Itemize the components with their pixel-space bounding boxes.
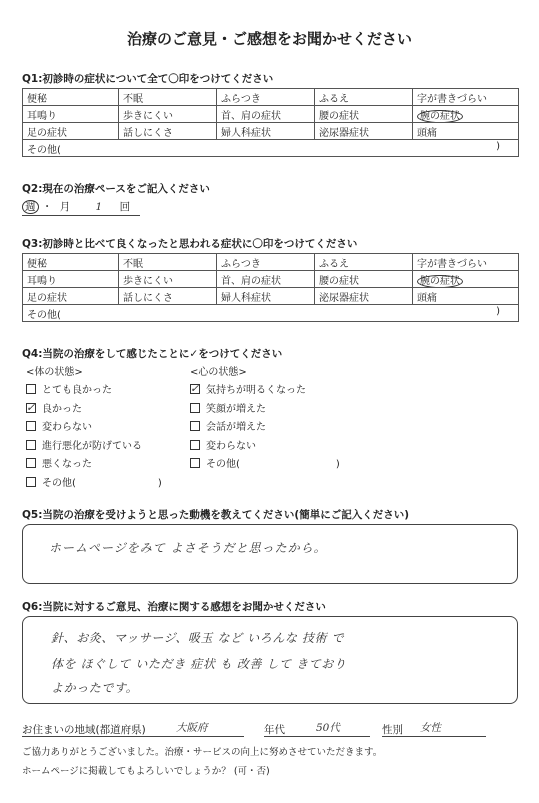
checkbox[interactable]: [190, 421, 200, 431]
option-label: その他(: [42, 477, 76, 489]
page-title: 治療のご意見・ご感想をお聞かせください: [126, 30, 412, 48]
mind-state-heading: <心の状態>: [190, 367, 247, 378]
q1-label: Q1:初診時の症状について全て〇印をつけてください: [22, 73, 274, 85]
option-item[interactable]: [26, 401, 162, 420]
q6-label: Q6:当院に対するご意見、治療に関する感想をお聞かせください: [22, 601, 326, 613]
symptom-cell[interactable]: 婦人科症状: [217, 288, 315, 305]
area-underline: [22, 736, 244, 737]
symptom-cell[interactable]: 耳鳴り: [23, 106, 119, 123]
q1-symptom-table: [22, 88, 519, 157]
option-item[interactable]: [26, 456, 162, 475]
sex-label: 性別: [382, 724, 403, 736]
symptom-cell-circled[interactable]: [413, 106, 519, 123]
age-label: 年代: [264, 724, 285, 736]
option-label: 変わらない: [42, 422, 92, 433]
table-row: [23, 89, 519, 106]
consent-text[interactable]: ホームページに掲載してもよろしいでしょうか？ (可・否): [22, 766, 270, 777]
symptom-cell[interactable]: 頭痛: [413, 288, 519, 305]
checkbox-checked[interactable]: [26, 400, 36, 414]
thanks-text: ご協力ありがとうございました。治療・サービスの向上に努めさせていただきます。: [22, 747, 383, 758]
sex-underline: [382, 736, 486, 737]
option-item[interactable]: [190, 382, 340, 401]
symptom-cell[interactable]: 首、肩の症状: [217, 271, 315, 288]
table-row: [23, 106, 519, 123]
q6-answer-line: 針、お灸、マッサージ、吸玉 など いろんな 技術 で: [51, 631, 345, 645]
other-cell[interactable]: [23, 305, 519, 322]
symptom-cell[interactable]: 便秘: [23, 89, 119, 106]
option-item[interactable]: [26, 475, 162, 494]
checkbox-checked[interactable]: [190, 384, 200, 394]
other-close: ): [157, 477, 162, 489]
q5-answer-text: ホームページをみて よさそうだと思ったから。: [49, 541, 327, 555]
option-item[interactable]: [190, 401, 340, 420]
symptom-cell[interactable]: ふらつき: [217, 254, 315, 271]
checkbox[interactable]: [26, 458, 36, 468]
q2-pace-field[interactable]: [22, 199, 140, 216]
symptom-cell[interactable]: 腰の症状: [315, 271, 413, 288]
sex-value[interactable]: 女性: [420, 722, 441, 734]
area-label: お住まいの地域(都道府県): [22, 724, 146, 736]
symptom-cell[interactable]: 不眠: [119, 89, 217, 106]
other-close: ): [496, 305, 500, 317]
symptom-cell[interactable]: 歩きにくい: [119, 106, 217, 123]
check-icon: ✓: [26, 400, 36, 414]
option-label: 気持ちが明るくなった: [206, 385, 306, 396]
other-label: その他(: [27, 144, 61, 156]
q4-label: Q4:当院の治療をして感じたことに✓をつけてください: [22, 348, 283, 360]
option-item[interactable]: [190, 438, 340, 457]
q6-answer-line: よかったです。: [51, 681, 139, 695]
option-item[interactable]: [26, 382, 162, 401]
dot-separator: ・: [41, 201, 53, 213]
unit-label: 回: [119, 201, 131, 213]
option-item[interactable]: [190, 419, 340, 438]
symptom-cell[interactable]: 足の症状: [23, 288, 119, 305]
table-row: [23, 271, 519, 288]
q6-answer-box[interactable]: [22, 616, 518, 704]
option-label: 笑顔が増えた: [206, 403, 266, 415]
symptom-cell[interactable]: 腰の症状: [315, 106, 413, 123]
checkbox[interactable]: [190, 458, 200, 468]
symptom-cell[interactable]: 首、肩の症状: [217, 106, 315, 123]
symptom-cell[interactable]: 字が書きづらい: [413, 89, 519, 106]
symptom-cell-circled[interactable]: [413, 271, 519, 288]
circled-symptom: 腕の症状: [417, 110, 463, 123]
symptom-cell[interactable]: ふるえ: [315, 254, 413, 271]
table-row: [23, 288, 519, 305]
option-label: 悪くなった: [42, 459, 92, 470]
area-value[interactable]: 大阪府: [176, 722, 208, 734]
checkbox[interactable]: [26, 421, 36, 431]
symptom-cell[interactable]: 頭痛: [413, 123, 519, 140]
symptom-cell[interactable]: 泌尿器症状: [315, 288, 413, 305]
option-label: 良かった: [42, 403, 82, 415]
month-label: 月: [59, 201, 71, 213]
check-icon: ✓: [190, 382, 200, 395]
symptom-cell[interactable]: 泌尿器症状: [315, 123, 413, 140]
body-state-heading: <体の状態>: [26, 367, 83, 378]
option-label: その他(: [206, 459, 240, 470]
table-row: [23, 123, 519, 140]
symptom-cell[interactable]: 耳鳴り: [23, 271, 119, 288]
option-label: とても良かった: [42, 385, 112, 396]
q2-label: Q2:現在の治療ペースをご記入ください: [22, 183, 210, 195]
checkbox[interactable]: [190, 440, 200, 450]
option-label: 変わらない: [206, 440, 256, 452]
age-value[interactable]: 50代: [316, 722, 340, 734]
q5-answer-box[interactable]: [22, 524, 518, 584]
underline: [22, 215, 140, 216]
symptom-cell[interactable]: 歩きにくい: [119, 271, 217, 288]
symptom-cell[interactable]: 話しにくさ: [119, 288, 217, 305]
symptom-cell[interactable]: ふるえ: [315, 89, 413, 106]
table-row: [23, 305, 519, 322]
q3-symptom-table: [22, 253, 519, 322]
count-value: 1: [95, 201, 103, 213]
checkbox[interactable]: [26, 384, 36, 394]
option-label: 会話が増えた: [206, 422, 266, 433]
checkbox[interactable]: [190, 403, 200, 413]
age-underline: [264, 736, 370, 737]
other-close: ): [496, 140, 500, 152]
other-cell[interactable]: [23, 140, 519, 157]
body-state-options: [26, 382, 162, 493]
option-label: 進行悪化が防げている: [42, 440, 142, 452]
other-label: その他(: [27, 309, 61, 321]
option-item[interactable]: [26, 438, 162, 457]
circled-symptom: 腕の症状: [417, 275, 463, 288]
checkbox[interactable]: [26, 477, 36, 487]
symptom-cell[interactable]: ふらつき: [217, 89, 315, 106]
respondent-info-row: [22, 720, 518, 738]
symptom-cell[interactable]: 字が書きづらい: [413, 254, 519, 271]
symptom-cell[interactable]: 便秘: [23, 254, 119, 271]
symptom-cell[interactable]: 話しにくさ: [119, 123, 217, 140]
option-item[interactable]: [190, 456, 340, 475]
q3-label: Q3:初診時と比べて良くなったと思われる症状に〇印をつけてください: [22, 238, 358, 250]
circled-week: 週: [22, 200, 39, 214]
symptom-cell[interactable]: 不眠: [119, 254, 217, 271]
other-close: ): [335, 459, 340, 470]
option-item[interactable]: [26, 419, 162, 438]
q5-label: Q5:当院の治療を受けようと思った動機を教えてください(簡単にご記入ください): [22, 509, 410, 521]
q6-answer-line: 体を ほぐして いただき 症状 も 改善 して きており: [51, 657, 347, 671]
table-row: [23, 254, 519, 271]
table-row: [23, 140, 519, 157]
symptom-cell[interactable]: 足の症状: [23, 123, 119, 140]
checkbox[interactable]: [26, 440, 36, 450]
mind-state-options: [190, 382, 340, 475]
symptom-cell[interactable]: 婦人科症状: [217, 123, 315, 140]
